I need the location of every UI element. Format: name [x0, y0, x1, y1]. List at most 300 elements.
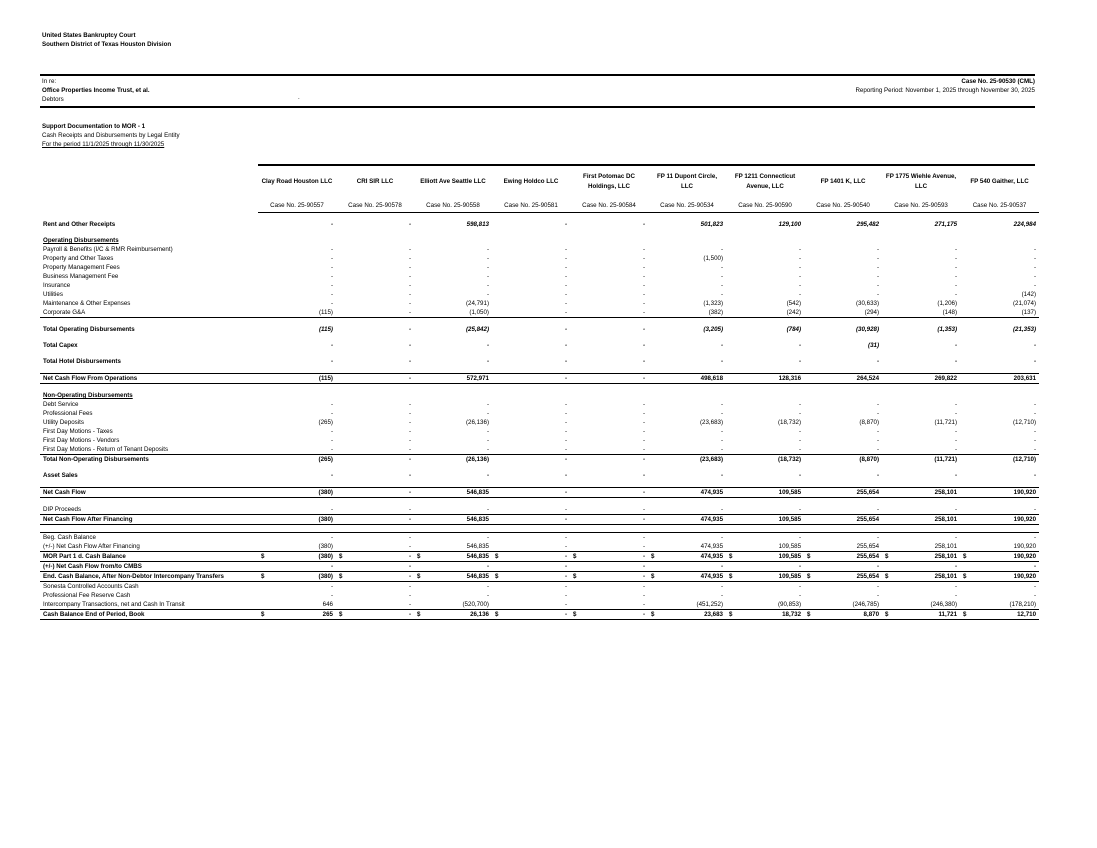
- currency-symbol: [804, 488, 814, 498]
- currency-symbol: [414, 505, 424, 515]
- spacer-row: [40, 480, 1039, 488]
- currency-symbol: [414, 374, 424, 384]
- currency-symbol: [336, 427, 346, 436]
- currency-symbol: [960, 471, 970, 480]
- currency-symbol: [726, 290, 736, 299]
- table-row: [40, 391, 1039, 400]
- cell-value: -: [486, 342, 489, 349]
- currency-symbol: [492, 308, 502, 318]
- currency-symbol: [492, 542, 502, 552]
- currency-symbol: [648, 409, 658, 418]
- currency-symbol: [492, 245, 502, 254]
- cell-value: -: [486, 506, 489, 513]
- row-label: End. Cash Balance, After Non-Debtor Intercompany Transfers: [40, 572, 258, 582]
- cell-value: -: [798, 437, 802, 444]
- cell-value: -: [798, 358, 802, 365]
- currency-symbol: [414, 418, 424, 427]
- row-label: Total Capex: [43, 342, 78, 349]
- currency-symbol: [258, 357, 268, 366]
- currency-symbol: [882, 488, 892, 498]
- currency-symbol: [804, 515, 814, 525]
- cell-value: -: [720, 592, 724, 599]
- cell-value: -: [564, 282, 567, 289]
- cell-value: 295,482: [856, 221, 880, 228]
- cell-value: -: [798, 246, 802, 253]
- caption-bottom-rule: [40, 106, 1035, 108]
- cell-value: -: [408, 264, 411, 271]
- cell-value: -: [798, 472, 802, 479]
- currency-symbol: [258, 591, 268, 600]
- currency-symbol: [336, 325, 346, 334]
- currency-symbol: $: [258, 552, 268, 562]
- cell-value: (380): [318, 543, 333, 550]
- currency-symbol: [414, 245, 424, 254]
- cell-value: 269,822: [892, 374, 960, 384]
- currency-symbol: [258, 600, 268, 610]
- cell-value: -: [642, 246, 646, 253]
- cell-value: (784): [786, 326, 802, 333]
- currency-symbol: [882, 409, 892, 418]
- cell-value: 128,316: [736, 374, 804, 384]
- currency-symbol: [570, 600, 580, 610]
- cell-value: (30,633): [855, 300, 880, 307]
- currency-symbol: [726, 436, 736, 445]
- currency-symbol: [882, 299, 892, 308]
- cell-value: -: [330, 246, 333, 253]
- cell-value: (294): [814, 308, 882, 318]
- entity-case-number: Case No. 25-90593: [882, 199, 960, 213]
- cell-value: 255,654: [814, 572, 882, 582]
- cell-value: -: [954, 563, 958, 570]
- cell-value: -: [408, 583, 411, 590]
- cell-value: -: [876, 282, 880, 289]
- cell-value: -: [1033, 583, 1037, 590]
- entity-case-number: Case No. 25-90537: [960, 199, 1039, 213]
- cell-value: -: [580, 552, 648, 562]
- currency-symbol: [648, 591, 658, 600]
- cell-value: -: [720, 472, 724, 479]
- currency-symbol: [960, 374, 970, 384]
- cell-value: -: [564, 410, 567, 417]
- currency-symbol: [258, 341, 268, 350]
- currency-symbol: [726, 542, 736, 552]
- cell-value: 12,710: [970, 610, 1039, 620]
- cell-value: -: [798, 401, 802, 408]
- caption-left: In re: Office Properties Income Trust, et al. Debtors: [42, 78, 150, 103]
- cell-value: -: [954, 583, 958, 590]
- row-label: (+/-) Net Cash Flow from/to CMBS: [43, 563, 142, 570]
- cell-value: -: [564, 246, 567, 253]
- currency-symbol: [726, 582, 736, 592]
- cell-value: 474,935: [658, 515, 726, 525]
- currency-symbol: [882, 400, 892, 409]
- cell-value: 203,631: [970, 374, 1039, 384]
- row-label: Intercompany Transactions, net and Cash In Transit: [43, 601, 185, 608]
- cell-value: (242): [736, 308, 804, 318]
- currency-symbol: [882, 445, 892, 455]
- cell-value: -: [642, 419, 646, 426]
- entity-case-number: Case No. 25-90581: [492, 199, 570, 213]
- table-row: [40, 427, 1039, 436]
- currency-symbol: $: [804, 552, 814, 562]
- row-label: Sonesta Controlled Accounts Cash: [43, 583, 139, 590]
- currency-symbol: [804, 357, 814, 366]
- cell-value: -: [720, 282, 724, 289]
- row-label: (+/-) Net Cash Flow After Financing: [43, 543, 140, 550]
- cell-value: -: [564, 601, 567, 608]
- cell-value: 474,935: [658, 572, 726, 582]
- cell-value: -: [1033, 342, 1037, 349]
- cell-value: -: [330, 264, 333, 271]
- cell-value: -: [408, 273, 411, 280]
- currency-symbol: [960, 542, 970, 552]
- cell-value: -: [564, 342, 567, 349]
- row-label: Cash Balance End of Period, Book: [40, 610, 258, 620]
- cell-value: -: [658, 533, 726, 543]
- cell-value: (265): [318, 419, 333, 426]
- currency-symbol: [258, 299, 268, 308]
- currency-symbol: [726, 591, 736, 600]
- currency-symbol: [570, 341, 580, 350]
- table-row: [40, 220, 1039, 229]
- currency-symbol: [960, 325, 970, 334]
- row-label: DIP Proceeds: [43, 506, 82, 513]
- cell-value: -: [486, 428, 489, 435]
- row-label: Asset Sales: [43, 472, 78, 479]
- cell-value: -: [564, 255, 567, 262]
- currency-symbol: [882, 245, 892, 254]
- currency-symbol: [882, 471, 892, 480]
- table-row: [40, 357, 1039, 366]
- currency-symbol: $: [960, 552, 970, 562]
- currency-symbol: [804, 600, 814, 610]
- cell-value: -: [486, 358, 489, 365]
- cell-value: -: [798, 583, 802, 590]
- currency-symbol: [414, 533, 424, 543]
- cell-value: -: [486, 410, 489, 417]
- cell-value: -: [408, 592, 411, 599]
- cell-value: -: [330, 282, 333, 289]
- currency-symbol: [648, 515, 658, 525]
- cell-value: -: [330, 472, 333, 479]
- cell-value: 546,835: [466, 543, 489, 550]
- row-label: Net Cash Flow: [40, 488, 258, 498]
- currency-symbol: [414, 299, 424, 308]
- currency-symbol: [414, 582, 424, 592]
- cell-value: (21,074): [1012, 300, 1037, 307]
- currency-symbol: [570, 325, 580, 334]
- currency-symbol: $: [336, 572, 346, 582]
- currency-symbol: [492, 400, 502, 409]
- cell-value: -: [346, 374, 414, 384]
- spacer-row: [40, 334, 1039, 341]
- currency-symbol: $: [570, 610, 580, 620]
- cell-value: (18,732): [736, 455, 804, 465]
- currency-symbol: [258, 471, 268, 480]
- cell-value: -: [876, 264, 880, 271]
- currency-symbol: [258, 308, 268, 318]
- table-row: [40, 409, 1039, 418]
- currency-symbol: [414, 220, 424, 229]
- cell-value: -: [502, 572, 570, 582]
- currency-symbol: [804, 308, 814, 318]
- currency-symbol: [336, 357, 346, 366]
- cell-value: 11,721: [892, 610, 960, 620]
- cell-value: -: [720, 506, 724, 513]
- currency-symbol: $: [570, 572, 580, 582]
- currency-symbol: [570, 263, 580, 272]
- currency-symbol: [648, 374, 658, 384]
- currency-symbol: [882, 600, 892, 610]
- table-row: [40, 400, 1039, 409]
- table-row: [40, 562, 1039, 572]
- cell-value: -: [564, 401, 567, 408]
- cell-value: -: [642, 601, 646, 608]
- entity-header-row: [40, 165, 1039, 199]
- cell-value: -: [346, 488, 414, 498]
- entity-case-number: Case No. 25-90584: [570, 199, 648, 213]
- currency-symbol: [882, 325, 892, 334]
- row-label: Total Hotel Disbursements: [43, 358, 121, 365]
- case-number-row: [40, 199, 1039, 213]
- cell-value: -: [814, 533, 882, 543]
- cell-value: -: [330, 255, 333, 262]
- currency-symbol: [960, 299, 970, 308]
- currency-symbol: [804, 427, 814, 436]
- cell-value: -: [564, 543, 567, 550]
- cell-value: -: [798, 255, 802, 262]
- table-row: [40, 591, 1039, 600]
- currency-symbol: [648, 299, 658, 308]
- cell-value: (246,785): [852, 601, 880, 608]
- currency-symbol: [258, 455, 268, 465]
- currency-symbol: [570, 445, 580, 455]
- currency-symbol: [804, 418, 814, 427]
- currency-symbol: [492, 427, 502, 436]
- currency-symbol: [414, 542, 424, 552]
- cell-value: -: [720, 583, 724, 590]
- currency-symbol: [726, 281, 736, 290]
- currency-symbol: [414, 591, 424, 600]
- currency-symbol: [414, 290, 424, 299]
- cell-value: (380): [268, 552, 336, 562]
- cell-value: -: [954, 472, 958, 479]
- currency-symbol: $: [414, 572, 424, 582]
- currency-symbol: [804, 505, 814, 515]
- currency-symbol: $: [258, 572, 268, 582]
- cell-value: -: [1033, 246, 1037, 253]
- currency-symbol: [492, 374, 502, 384]
- cell-value: -: [502, 455, 570, 465]
- cell-value: -: [346, 308, 414, 318]
- cell-value: -: [1033, 410, 1037, 417]
- cell-value: -: [346, 572, 414, 582]
- cell-value: -: [564, 437, 567, 444]
- currency-symbol: [336, 582, 346, 592]
- entity-name: CRI SIR LLC: [356, 178, 394, 185]
- cell-value: -: [642, 342, 646, 349]
- currency-symbol: $: [882, 572, 892, 582]
- cell-value: -: [1033, 437, 1037, 444]
- currency-symbol: [336, 400, 346, 409]
- currency-symbol: [726, 409, 736, 418]
- currency-symbol: [804, 245, 814, 254]
- cell-value: 264,524: [814, 374, 882, 384]
- document-heading: Support Documentation to MOR - 1 Cash Receipts and Disbursements by Legal Entity For the period 11/1/2025 through 11/30/2025: [42, 123, 180, 148]
- cell-value: -: [876, 563, 880, 570]
- currency-symbol: $: [258, 610, 268, 620]
- currency-symbol: [258, 220, 268, 229]
- cell-value: -: [642, 410, 646, 417]
- cell-value: -: [720, 410, 724, 417]
- cell-value: 498,618: [658, 374, 726, 384]
- currency-symbol: [804, 400, 814, 409]
- cell-value: 258,101: [892, 488, 960, 498]
- currency-symbol: [336, 254, 346, 263]
- currency-symbol: [882, 290, 892, 299]
- caption-mark: .: [298, 94, 300, 101]
- cell-value: -: [1033, 273, 1037, 280]
- currency-symbol: [258, 409, 268, 418]
- cell-value: -: [564, 446, 567, 453]
- row-label: Net Cash Flow After Financing: [40, 515, 258, 525]
- currency-symbol: [336, 308, 346, 318]
- entity-name: Elliott Ave Seattle LLC: [420, 178, 486, 185]
- currency-symbol: [570, 220, 580, 229]
- cell-value: -: [798, 282, 802, 289]
- cell-value: -: [954, 291, 958, 298]
- currency-symbol: [492, 488, 502, 498]
- table-row: [40, 582, 1039, 592]
- cell-value: -: [330, 291, 333, 298]
- row-label: First Day Motions - Return of Tenant Deposits: [43, 446, 169, 453]
- cell-value: (23,683): [699, 419, 724, 426]
- cell-value: -: [580, 572, 648, 582]
- cell-value: -: [798, 410, 802, 417]
- cell-value: 265: [268, 610, 336, 620]
- table-row: [40, 254, 1039, 263]
- currency-symbol: [492, 471, 502, 480]
- currency-symbol: [804, 220, 814, 229]
- cell-value: -: [564, 291, 567, 298]
- cell-value: -: [642, 401, 646, 408]
- cell-value: -: [642, 264, 646, 271]
- cell-value: -: [954, 592, 958, 599]
- currency-symbol: $: [804, 610, 814, 620]
- cell-value: -: [954, 358, 958, 365]
- cell-value: -: [346, 552, 414, 562]
- currency-symbol: $: [804, 572, 814, 582]
- currency-symbol: $: [648, 610, 658, 620]
- cell-value: (8,870): [859, 419, 880, 426]
- cell-value: -: [954, 428, 958, 435]
- currency-symbol: [804, 254, 814, 263]
- currency-symbol: [336, 263, 346, 272]
- cell-value: -: [408, 282, 411, 289]
- currency-symbol: [804, 542, 814, 552]
- row-label: Maintenance & Other Expenses: [43, 300, 131, 307]
- cell-value: (11,721): [892, 455, 960, 465]
- cell-value: (115): [319, 326, 333, 333]
- spacer-row: [40, 384, 1039, 392]
- currency-symbol: [804, 374, 814, 384]
- cell-value: -: [330, 592, 333, 599]
- spacer-row: [40, 525, 1039, 533]
- currency-symbol: [258, 436, 268, 445]
- currency-symbol: [336, 515, 346, 525]
- currency-symbol: [882, 281, 892, 290]
- caption-right: Case No. 25-90530 (CML) Reporting Period: November 1, 2025 through November 30, 2025: [855, 78, 1035, 94]
- currency-symbol: [336, 488, 346, 498]
- cell-value: 501,823: [700, 221, 724, 228]
- cell-value: -: [486, 563, 489, 570]
- cell-value: -: [564, 592, 567, 599]
- currency-symbol: $: [726, 552, 736, 562]
- cell-value: -: [408, 246, 411, 253]
- currency-symbol: [960, 505, 970, 515]
- cell-value: 190,920: [970, 488, 1039, 498]
- cell-value: -: [502, 515, 570, 525]
- cell-value: -: [642, 592, 646, 599]
- currency-symbol: [726, 533, 736, 543]
- cell-value: (18,732): [777, 419, 802, 426]
- currency-symbol: [726, 562, 736, 572]
- currency-symbol: [570, 290, 580, 299]
- currency-symbol: [648, 488, 658, 498]
- currency-symbol: [960, 272, 970, 281]
- cell-value: -: [720, 358, 724, 365]
- table-row: [40, 374, 1039, 384]
- currency-symbol: [960, 515, 970, 525]
- currency-symbol: [570, 374, 580, 384]
- entity-name: First Potomac DC Holdings, LLC: [583, 173, 635, 190]
- currency-symbol: [492, 445, 502, 455]
- cell-value: 255,654: [814, 488, 882, 498]
- currency-symbol: [960, 281, 970, 290]
- spacer-row: [40, 498, 1039, 506]
- cell-value: -: [642, 583, 646, 590]
- currency-symbol: [414, 515, 424, 525]
- cell-value: 546,835: [424, 515, 492, 525]
- cell-value: -: [642, 273, 646, 280]
- cell-value: -: [1033, 446, 1037, 453]
- currency-symbol: [726, 299, 736, 308]
- currency-symbol: $: [726, 572, 736, 582]
- currency-symbol: [258, 254, 268, 263]
- currency-symbol: [648, 542, 658, 552]
- table-row: [40, 308, 1039, 318]
- cell-value: -: [642, 446, 646, 453]
- cell-value: -: [268, 533, 336, 543]
- spacer-row: [40, 229, 1039, 236]
- currency-symbol: [960, 533, 970, 543]
- row-label: First Day Motions - Taxes: [43, 428, 113, 435]
- currency-symbol: [960, 263, 970, 272]
- cell-value: 109,585: [736, 552, 804, 562]
- currency-symbol: [960, 357, 970, 366]
- cell-value: (1,500): [703, 255, 724, 262]
- currency-symbol: [414, 562, 424, 572]
- currency-symbol: [570, 455, 580, 465]
- currency-symbol: [258, 562, 268, 572]
- cell-value: -: [486, 291, 489, 298]
- currency-symbol: [726, 445, 736, 455]
- currency-symbol: [336, 409, 346, 418]
- cell-value: -: [564, 428, 567, 435]
- currency-symbol: [570, 505, 580, 515]
- cell-value: -: [408, 472, 411, 479]
- cell-value: -: [408, 428, 411, 435]
